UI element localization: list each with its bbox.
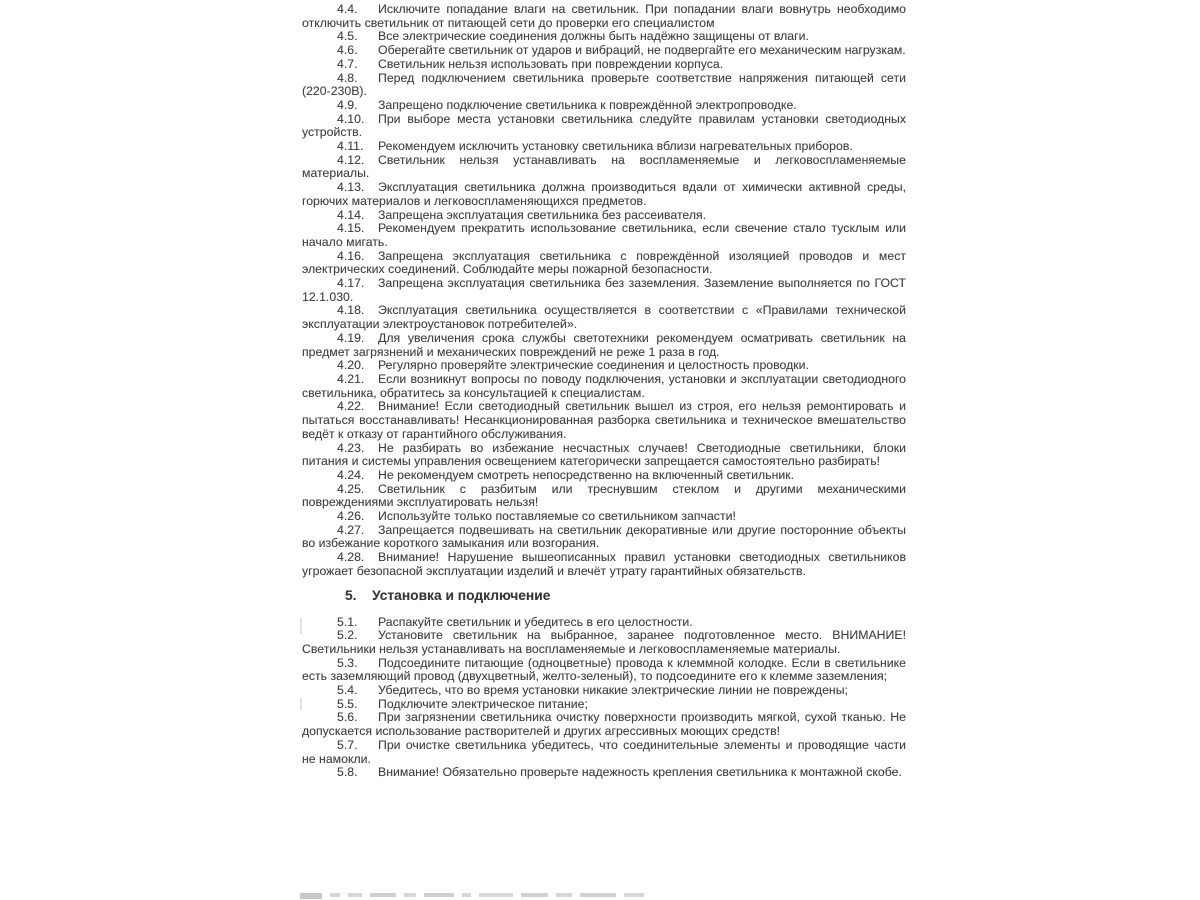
item-text: Рекомендуем прекратить использование светильника, если свечение стало тусклым или начало мигать. bbox=[302, 221, 906, 249]
item-text: Подключите электрическое питание; bbox=[378, 696, 588, 711]
manual-item bbox=[302, 400, 906, 441]
manual-item bbox=[302, 551, 906, 578]
item-number: 5.5. bbox=[337, 696, 358, 711]
item-text: Оберегайте светильник от ударов и вибраций, не подвергайте его механическим нагрузкам. bbox=[378, 43, 906, 58]
item-text: Запрещена эксплуатация светильника без рассеивателя. bbox=[378, 207, 707, 222]
manual-item bbox=[302, 739, 906, 766]
item-text: Светильник нельзя использовать при повреждении корпуса. bbox=[378, 56, 724, 71]
item-number: 4.5. bbox=[337, 29, 358, 44]
manual-item bbox=[302, 72, 906, 99]
item-text: Светильник нельзя устанавливать на воспламеняемые и легковоспламеняемые материалы. bbox=[302, 152, 906, 181]
item-number: 5.1. bbox=[337, 614, 358, 629]
item-number: 4.7. bbox=[337, 56, 358, 71]
item-number: 5.2. bbox=[337, 628, 358, 643]
item-text: Распакуйте светильник и убедитесь в его целостности. bbox=[378, 614, 693, 629]
item-number: 4.12. bbox=[337, 152, 365, 167]
item-text: Внимание! Обязательно проверьте надежность крепления светильника к монтажной скобе. bbox=[378, 765, 902, 780]
item-text: Запрещена эксплуатация светильника без заземления. Заземление выполняется по ГОСТ 12.1.030. bbox=[302, 276, 906, 304]
item-number: 4.18. bbox=[337, 303, 365, 318]
item-number: 4.25. bbox=[337, 481, 365, 496]
item-number: 4.27. bbox=[337, 522, 365, 537]
item-number: 4.19. bbox=[337, 330, 365, 345]
item-number: 4.17. bbox=[337, 276, 365, 291]
item-text: Для увеличения срока службы светотехники рекомендуем осматривать светильник на предмет загрязнений и механических повреждений не реже 1 раза в год. bbox=[302, 330, 906, 359]
item-text: Запрещено подключение светильника к повреждённой электропроводке. bbox=[378, 97, 797, 112]
item-text: Не рекомендуем смотреть непосредственно на включенный светильник. bbox=[378, 467, 795, 482]
item-text: Подсоедините питающие (одноцветные) провода к клеммной колодке. Если в светильнике есть заземляющий провод (двухцветный, желто-зеленый), то подсоедините его к клемме заземления; bbox=[302, 655, 906, 684]
item-number: 4.22. bbox=[337, 399, 365, 414]
manual-item bbox=[302, 58, 906, 72]
item-number: 4.21. bbox=[337, 371, 365, 386]
item-text: Внимание! Нарушение вышеописанных правил установки светодиодных светильников угрожает безопасной эксплуатации изделий и влечёт утрату гарантийных обязательств. bbox=[302, 550, 906, 578]
section-title: Установка и подключение bbox=[372, 587, 551, 603]
manual-item bbox=[302, 154, 906, 181]
item-text: Светильник с разбитым или треснувшим стеклом и другими механическими повреждениями эксплуатировать нельзя! bbox=[302, 481, 906, 510]
manual-item bbox=[302, 442, 906, 469]
item-number: 4.15. bbox=[337, 221, 365, 236]
manual-item bbox=[302, 657, 906, 684]
item-text: Рекомендуем исключить установку светильника вблизи нагревательных приборов. bbox=[378, 139, 853, 154]
manual-item bbox=[302, 250, 906, 277]
item-text: Исключите попадание влаги на светильник. При попадании влаги вовнутрь необходимо отключить светильник от питающей сети до проверки его специалистом bbox=[302, 2, 906, 30]
manual-item bbox=[302, 3, 906, 30]
item-number: 4.9. bbox=[337, 97, 358, 112]
manual-text-column bbox=[302, 3, 906, 780]
item-text: Запрещается подвешивать на светильник декоративные или другие посторонние объекты во избежание короткого замыкания или возгорания. bbox=[302, 522, 906, 551]
item-text: Если возникнут вопросы по поводу подключения, установки и эксплуатации светодиодного светильника, обратитесь за консультацией к специалистам. bbox=[302, 371, 906, 400]
manual-item bbox=[302, 140, 906, 154]
manual-item bbox=[302, 181, 906, 208]
section-5-items bbox=[302, 616, 906, 780]
item-text: Перед подключением светильника проверьте соответствие напряжения питающей сети (220-230В). bbox=[302, 70, 906, 99]
item-text: Все электрические соединения должны быть надёжно защищены от влаги. bbox=[378, 29, 809, 44]
manual-item bbox=[302, 711, 906, 738]
item-text: Не разбирать во избежание несчастных случаев! Светодиодные светильники, блоки питания и системы управления освещением категорически запрещается самостоятельно разбирать! bbox=[302, 440, 906, 469]
section-5-heading bbox=[345, 588, 906, 604]
item-text: При загрязнении светильника очистку поверхности производить мягкой, сухой тканью. Не допускается использование растворителей и других агрессивных моющих средств! bbox=[302, 710, 906, 739]
manual-item bbox=[302, 44, 906, 58]
item-number: 4.16. bbox=[337, 248, 365, 263]
section-number: 5. bbox=[345, 587, 357, 603]
manual-item bbox=[302, 277, 906, 304]
manual-item bbox=[302, 222, 906, 249]
manual-item bbox=[302, 629, 906, 656]
item-number: 5.4. bbox=[337, 683, 358, 698]
item-text: Используйте только поставляемые со светильником запчасти! bbox=[378, 509, 736, 524]
scan-artifact bbox=[300, 618, 302, 634]
item-number: 4.23. bbox=[337, 440, 365, 455]
manual-item bbox=[302, 524, 906, 551]
manual-item bbox=[302, 698, 906, 712]
item-text: Убедитесь, что во время установки никакие электрические линии не повреждены; bbox=[378, 683, 848, 698]
item-number: 4.13. bbox=[337, 180, 365, 195]
item-text: При очистке светильника убедитесь, что соединительные элементы и проводящие части не намокли. bbox=[302, 737, 906, 766]
item-text: Запрещена эксплуатация светильника с повреждённой изоляцией проводов и мест электрических соединений. Соблюдайте меры пожарной безопасности. bbox=[302, 248, 906, 277]
manual-item bbox=[302, 209, 906, 223]
manual-item bbox=[302, 766, 906, 780]
scan-artifact bbox=[300, 698, 302, 710]
item-number: 4.20. bbox=[337, 358, 365, 373]
item-text: Установите светильник на выбранное, заранее подготовленное место. ВНИМАНИЕ! Светильники нельзя устанавливать на воспламеняемые и легковоспламеняемые материалы. bbox=[302, 628, 906, 656]
manual-item bbox=[302, 684, 906, 698]
manual-item bbox=[302, 483, 906, 510]
item-number: 4.10. bbox=[337, 111, 365, 126]
item-number: 5.8. bbox=[337, 765, 358, 780]
manual-item bbox=[302, 469, 906, 483]
item-text: Эксплуатация светильника должна производиться вдали от химически активной среды, горючих материалов и легковоспламеняющихся предметов. bbox=[302, 180, 906, 208]
item-number: 4.6. bbox=[337, 43, 358, 58]
item-number: 5.6. bbox=[337, 710, 358, 725]
item-number: 4.8. bbox=[337, 70, 358, 85]
section-4-items bbox=[302, 3, 906, 579]
manual-item bbox=[302, 373, 906, 400]
manual-item bbox=[302, 332, 906, 359]
manual-item bbox=[302, 304, 906, 331]
item-text: Регулярно проверяйте электрические соединения и целостность проводки. bbox=[378, 358, 809, 373]
manual-item bbox=[302, 616, 906, 630]
item-number: 4.14. bbox=[337, 207, 365, 222]
item-number: 4.26. bbox=[337, 509, 365, 524]
manual-item bbox=[302, 99, 906, 113]
manual-item bbox=[302, 113, 906, 140]
manual-item bbox=[302, 30, 906, 44]
item-number: 4.11. bbox=[337, 139, 364, 154]
item-number: 5.7. bbox=[337, 737, 358, 752]
item-text: Эксплуатация светильника осуществляется в соответствии с «Правилами технической эксплуатации электроустановок потребителей». bbox=[302, 303, 906, 332]
item-number: 5.3. bbox=[337, 655, 358, 670]
item-number: 4.28. bbox=[337, 550, 365, 565]
item-text: Внимание! Если светодиодный светильник вышел из строя, его нельзя ремонтировать и пытаться восстанавливать! Несанкционированная разборка светильника и техническое вмешательство ведёт к отказу от гарантийного обслуживания. bbox=[302, 399, 906, 441]
item-number: 4.24. bbox=[337, 467, 365, 482]
scan-artifact-strip bbox=[300, 893, 730, 899]
manual-item bbox=[302, 510, 906, 524]
manual-item bbox=[302, 359, 906, 373]
item-text: При выборе места установки светильника следуйте правилам установки светодиодных устройств. bbox=[302, 111, 906, 140]
item-number: 4.4. bbox=[337, 2, 358, 16]
